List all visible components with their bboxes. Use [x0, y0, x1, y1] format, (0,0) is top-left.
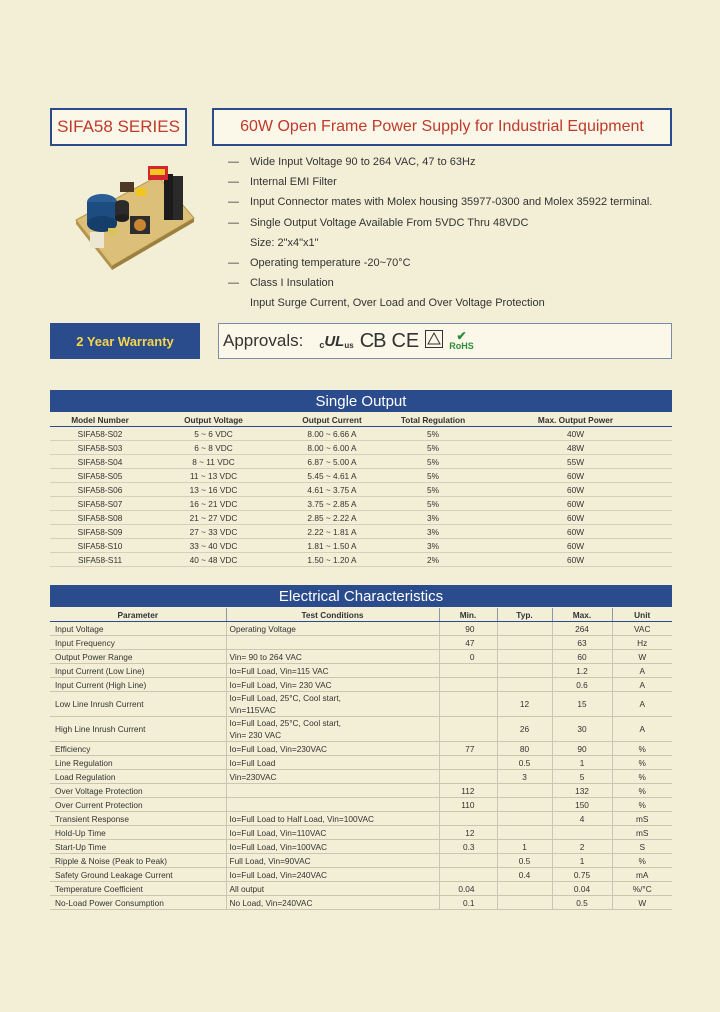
- table-row: [50, 882, 672, 896]
- table-cell: 30: [552, 717, 612, 742]
- table-cell: W: [612, 896, 672, 910]
- table-cell: 5.45 ~ 4.61 A: [277, 469, 387, 483]
- cb-mark-icon: CB: [359, 329, 386, 352]
- product-title: 60W Open Frame Power Supply for Industrial Equipment: [240, 118, 644, 135]
- feature-text: Class I Insulation: [250, 277, 334, 290]
- feature-text: Operating temperature -20~70°C: [250, 256, 411, 269]
- table-row: [50, 756, 672, 770]
- table-cell: No-Load Power Consumption: [50, 896, 226, 910]
- table-cell: [497, 882, 552, 896]
- table-row: [50, 770, 672, 784]
- table-cell: 110: [439, 798, 497, 812]
- table-cell: 5%: [387, 497, 479, 511]
- table-row: [50, 497, 672, 511]
- table-row: [50, 854, 672, 868]
- table-cell: 5%: [387, 483, 479, 497]
- table-row: [50, 784, 672, 798]
- table-row: [50, 742, 672, 756]
- table-cell: 8.00 ~ 6.00 A: [277, 441, 387, 455]
- table-row: [50, 868, 672, 882]
- table-cell: 60W: [479, 483, 672, 497]
- table-cell: Input Voltage: [50, 622, 226, 636]
- table-cell: 1: [552, 756, 612, 770]
- table-row: [50, 840, 672, 854]
- table-cell: %: [612, 798, 672, 812]
- ul-c-text: c: [319, 339, 325, 350]
- table-cell: Input Frequency: [50, 636, 226, 650]
- table-cell: %: [612, 770, 672, 784]
- column-header: Test Conditions: [226, 608, 439, 622]
- table-cell: A: [612, 692, 672, 717]
- feature-item: [228, 195, 652, 215]
- table-cell: [497, 798, 552, 812]
- feature-text: Input Connector mates with Molex housing 35977-0300 and Molex 35922 terminal.: [250, 196, 653, 209]
- feature-item: [228, 155, 652, 175]
- table-cell: 8 ~ 11 VDC: [150, 455, 277, 469]
- table-cell: 0.1: [439, 896, 497, 910]
- table-cell: 1: [552, 854, 612, 868]
- warranty-box: [50, 323, 200, 359]
- column-header: Max. Output Power: [479, 413, 672, 427]
- table-cell: 264: [552, 622, 612, 636]
- table-header-row: [50, 608, 672, 622]
- table-cell: 60: [552, 650, 612, 664]
- table-cell: %: [612, 784, 672, 798]
- ce-mark-icon: CE: [391, 329, 420, 352]
- table-cell: A: [612, 678, 672, 692]
- table-cell: 6 ~ 8 VDC: [150, 441, 277, 455]
- table-cell: Io=Full Load, Vin=240VAC: [226, 868, 439, 882]
- table-cell: [439, 756, 497, 770]
- table-cell: 5%: [387, 469, 479, 483]
- table-cell: 60W: [479, 553, 672, 567]
- table-row: [50, 525, 672, 539]
- feature-text: Wide Input Voltage 90 to 264 VAC, 47 to 63Hz: [250, 156, 476, 168]
- table-cell: [497, 636, 552, 650]
- table-cell: 0.5: [497, 756, 552, 770]
- table-cell: Temperature Coefficient: [50, 882, 226, 896]
- table-cell: SIFA58-S06: [50, 483, 150, 497]
- column-header: Max.: [552, 608, 612, 622]
- features-list: [228, 155, 652, 317]
- table-row: [50, 483, 672, 497]
- table-cell: [226, 636, 439, 650]
- table-row: [50, 553, 672, 567]
- table-cell: 16 ~ 21 VDC: [150, 497, 277, 511]
- table-row: [50, 826, 672, 840]
- power-supply-board-icon: [72, 158, 196, 270]
- table-row: [50, 650, 672, 664]
- warranty-label: 2 Year Warranty: [76, 333, 174, 349]
- table-cell: 80: [497, 742, 552, 756]
- table-cell: 4: [552, 812, 612, 826]
- series-title-box: [50, 108, 187, 146]
- column-header: Parameter: [50, 608, 226, 622]
- table-cell: %: [612, 756, 672, 770]
- feature-text: Internal EMI Filter: [250, 176, 337, 189]
- table-cell: [226, 798, 439, 812]
- table-cell: 1.2: [552, 664, 612, 678]
- table-cell: 3%: [387, 525, 479, 539]
- table-cell: Vin= 90 to 264 VAC: [226, 650, 439, 664]
- table-cell: S: [612, 840, 672, 854]
- table-cell: 0.5: [497, 854, 552, 868]
- table-row: [50, 664, 672, 678]
- table-cell: 0.75: [552, 868, 612, 882]
- table-row: [50, 427, 672, 441]
- table-cell: [497, 896, 552, 910]
- table-cell: Io=Full Load, 25°C, Cool start, Vin= 230 VAC: [226, 717, 439, 742]
- table-row: [50, 455, 672, 469]
- table-cell: SIFA58-S02: [50, 427, 150, 441]
- table-cell: 0.5: [552, 896, 612, 910]
- table-cell: No Load, Vin=240VAC: [226, 896, 439, 910]
- table-cell: 6.87 ~ 5.00 A: [277, 455, 387, 469]
- table-cell: [497, 812, 552, 826]
- tuv-mark-icon: [425, 330, 443, 353]
- table-cell: 63: [552, 636, 612, 650]
- table-cell: 0: [439, 650, 497, 664]
- table-cell: [439, 812, 497, 826]
- table-row: [50, 798, 672, 812]
- table-cell: 33 ~ 40 VDC: [150, 539, 277, 553]
- column-header: Min.: [439, 608, 497, 622]
- table-cell: 60W: [479, 469, 672, 483]
- table-cell: Full Load, Vin=90VAC: [226, 854, 439, 868]
- ul-mark-icon: [319, 333, 353, 350]
- feature-text: Size: 2"x4"x1": [250, 236, 319, 249]
- table-cell: [439, 717, 497, 742]
- table-cell: A: [612, 664, 672, 678]
- table-cell: 4.61 ~ 3.75 A: [277, 483, 387, 497]
- table-cell: High Line Inrush Current: [50, 717, 226, 742]
- table-cell: Ripple & Noise (Peak to Peak): [50, 854, 226, 868]
- table-cell: SIFA58-S03: [50, 441, 150, 455]
- table-cell: 60W: [479, 511, 672, 525]
- table-cell: 2: [552, 840, 612, 854]
- table-cell: 60W: [479, 497, 672, 511]
- table-row: [50, 469, 672, 483]
- table-cell: Io=Full Load to Half Load, Vin=100VAC: [226, 812, 439, 826]
- table-row: [50, 539, 672, 553]
- table-cell: 3%: [387, 511, 479, 525]
- table-cell: Over Voltage Protection: [50, 784, 226, 798]
- table-cell: mS: [612, 826, 672, 840]
- rohs-mark-icon: ✔ RoHS: [449, 329, 474, 351]
- table-cell: [439, 854, 497, 868]
- table-cell: 26: [497, 717, 552, 742]
- table-cell: 5%: [387, 427, 479, 441]
- column-header: Output Voltage: [150, 413, 277, 427]
- table-cell: 15: [552, 692, 612, 717]
- feature-dash: —: [228, 176, 239, 189]
- table-cell: 21 ~ 27 VDC: [150, 511, 277, 525]
- table-cell: Io=Full Load: [226, 756, 439, 770]
- table-row: [50, 678, 672, 692]
- table-cell: 48W: [479, 441, 672, 455]
- table-cell: Low Line Inrush Current: [50, 692, 226, 717]
- table-cell: Io=Full Load, Vin=230VAC: [226, 742, 439, 756]
- table-cell: Input Current (Low Line): [50, 664, 226, 678]
- table-cell: 2.85 ~ 2.22 A: [277, 511, 387, 525]
- table-cell: 1: [497, 840, 552, 854]
- approvals-label: Approvals:: [223, 331, 304, 350]
- table-cell: Vin=230VAC: [226, 770, 439, 784]
- electrical-table: [50, 608, 672, 910]
- table-cell: %: [612, 742, 672, 756]
- table-cell: Over Current Protection: [50, 798, 226, 812]
- table-cell: [497, 784, 552, 798]
- table-cell: Io=Full Load, Vin=110VAC: [226, 826, 439, 840]
- table-cell: 11 ~ 13 VDC: [150, 469, 277, 483]
- table-cell: SIFA58-S04: [50, 455, 150, 469]
- table-cell: 0.04: [439, 882, 497, 896]
- ul-text: UL: [324, 332, 345, 350]
- table-cell: 40W: [479, 427, 672, 441]
- table-cell: [226, 784, 439, 798]
- table-cell: [497, 678, 552, 692]
- table-cell: 13 ~ 16 VDC: [150, 483, 277, 497]
- table-cell: [497, 664, 552, 678]
- table-cell: 2.22 ~ 1.81 A: [277, 525, 387, 539]
- table-cell: Input Current (High Line): [50, 678, 226, 692]
- rohs-text: RoHS: [449, 341, 474, 351]
- table-row: [50, 636, 672, 650]
- feature-item: [228, 296, 652, 316]
- table-cell: [439, 664, 497, 678]
- table-cell: 150: [552, 798, 612, 812]
- table-cell: 77: [439, 742, 497, 756]
- table-cell: 5%: [387, 441, 479, 455]
- electrical-body: [50, 622, 672, 910]
- table-cell: [497, 826, 552, 840]
- table-cell: [497, 622, 552, 636]
- table-row: [50, 896, 672, 910]
- table-cell: [439, 770, 497, 784]
- table-cell: 5%: [387, 455, 479, 469]
- table-cell: 47: [439, 636, 497, 650]
- table-cell: SIFA58-S07: [50, 497, 150, 511]
- feature-text: Single Output Voltage Available From 5VDC Thru 48VDC: [250, 216, 529, 229]
- table-cell: SIFA58-S08: [50, 511, 150, 525]
- approvals-box: [218, 323, 672, 359]
- series-title: SIFA58 SERIES: [57, 117, 180, 136]
- table-cell: SIFA58-S09: [50, 525, 150, 539]
- table-cell: SIFA58-S11: [50, 553, 150, 567]
- feature-item: [228, 256, 652, 276]
- table-cell: VAC: [612, 622, 672, 636]
- table-cell: Io=Full Load, Vin=115 VAC: [226, 664, 439, 678]
- single-output-title: Single Output: [315, 392, 407, 410]
- feature-item: [228, 216, 652, 236]
- table-cell: Io=Full Load, Vin= 230 VAC: [226, 678, 439, 692]
- table-cell: [439, 692, 497, 717]
- table-cell: 3: [497, 770, 552, 784]
- table-cell: 5 ~ 6 VDC: [150, 427, 277, 441]
- table-cell: Line Regulation: [50, 756, 226, 770]
- table-cell: [497, 650, 552, 664]
- table-cell: Safety Ground Leakage Current: [50, 868, 226, 882]
- feature-item: [228, 175, 652, 195]
- table-cell: [439, 868, 497, 882]
- table-cell: 5: [552, 770, 612, 784]
- table-cell: 3.75 ~ 2.85 A: [277, 497, 387, 511]
- table-cell: Efficiency: [50, 742, 226, 756]
- feature-item: [228, 276, 652, 296]
- feature-dash: —: [228, 277, 239, 290]
- table-cell: 3%: [387, 539, 479, 553]
- feature-dash: —: [228, 256, 239, 269]
- table-cell: Hz: [612, 636, 672, 650]
- feature-dash: —: [228, 216, 239, 229]
- table-cell: 132: [552, 784, 612, 798]
- table-header-row: [50, 413, 672, 427]
- table-cell: 1.50 ~ 1.20 A: [277, 553, 387, 567]
- table-row: [50, 441, 672, 455]
- table-cell: mS: [612, 812, 672, 826]
- feature-item: [228, 236, 652, 256]
- table-cell: %/°C: [612, 882, 672, 896]
- table-cell: SIFA58-S05: [50, 469, 150, 483]
- column-header: Total Regulation: [387, 413, 479, 427]
- table-cell: 55W: [479, 455, 672, 469]
- table-row: [50, 812, 672, 826]
- table-cell: Transient Response: [50, 812, 226, 826]
- table-cell: 60W: [479, 539, 672, 553]
- single-output-table: [50, 413, 672, 567]
- feature-text: Input Surge Current, Over Load and Over Voltage Protection: [250, 297, 545, 310]
- table-cell: Output Power Range: [50, 650, 226, 664]
- table-cell: 90: [552, 742, 612, 756]
- table-cell: W: [612, 650, 672, 664]
- column-header: Model Number: [50, 413, 150, 427]
- table-cell: Io=Full Load, Vin=100VAC: [226, 840, 439, 854]
- table-row: [50, 692, 672, 717]
- column-header: Output Current: [277, 413, 387, 427]
- table-cell: 60W: [479, 525, 672, 539]
- electrical-title: Electrical Characteristics: [278, 587, 444, 605]
- table-cell: Load Regulation: [50, 770, 226, 784]
- table-cell: 112: [439, 784, 497, 798]
- column-header: Unit: [612, 608, 672, 622]
- table-cell: 8.00 ~ 6.66 A: [277, 427, 387, 441]
- table-row: [50, 622, 672, 636]
- product-image: [72, 158, 196, 270]
- table-cell: [439, 678, 497, 692]
- electrical-header: [50, 585, 672, 607]
- table-cell: 27 ~ 33 VDC: [150, 525, 277, 539]
- table-cell: 12: [439, 826, 497, 840]
- table-cell: 0.04: [552, 882, 612, 896]
- feature-dash: —: [228, 156, 239, 168]
- table-cell: 0.4: [497, 868, 552, 882]
- table-cell: 12: [497, 692, 552, 717]
- single-output-header: [50, 390, 672, 412]
- table-cell: 0.3: [439, 840, 497, 854]
- table-cell: 40 ~ 48 VDC: [150, 553, 277, 567]
- table-cell: %: [612, 854, 672, 868]
- table-cell: Io=Full Load, 25°C, Cool start, Vin=115VAC: [226, 692, 439, 717]
- column-header: Typ.: [497, 608, 552, 622]
- table-cell: Hold-Up Time: [50, 826, 226, 840]
- table-cell: 90: [439, 622, 497, 636]
- table-cell: All output: [226, 882, 439, 896]
- table-cell: Operating Voltage: [226, 622, 439, 636]
- table-row: [50, 511, 672, 525]
- table-cell: [552, 826, 612, 840]
- table-cell: Start-Up Time: [50, 840, 226, 854]
- single-output-body: [50, 427, 672, 567]
- feature-dash: —: [228, 196, 239, 209]
- ul-us-text: us: [344, 340, 354, 350]
- table-row: [50, 717, 672, 742]
- table-cell: A: [612, 717, 672, 742]
- table-cell: SIFA58-S10: [50, 539, 150, 553]
- table-cell: mA: [612, 868, 672, 882]
- table-cell: 0.6: [552, 678, 612, 692]
- product-title-box: [212, 108, 672, 146]
- table-cell: 1.81 ~ 1.50 A: [277, 539, 387, 553]
- table-cell: 2%: [387, 553, 479, 567]
